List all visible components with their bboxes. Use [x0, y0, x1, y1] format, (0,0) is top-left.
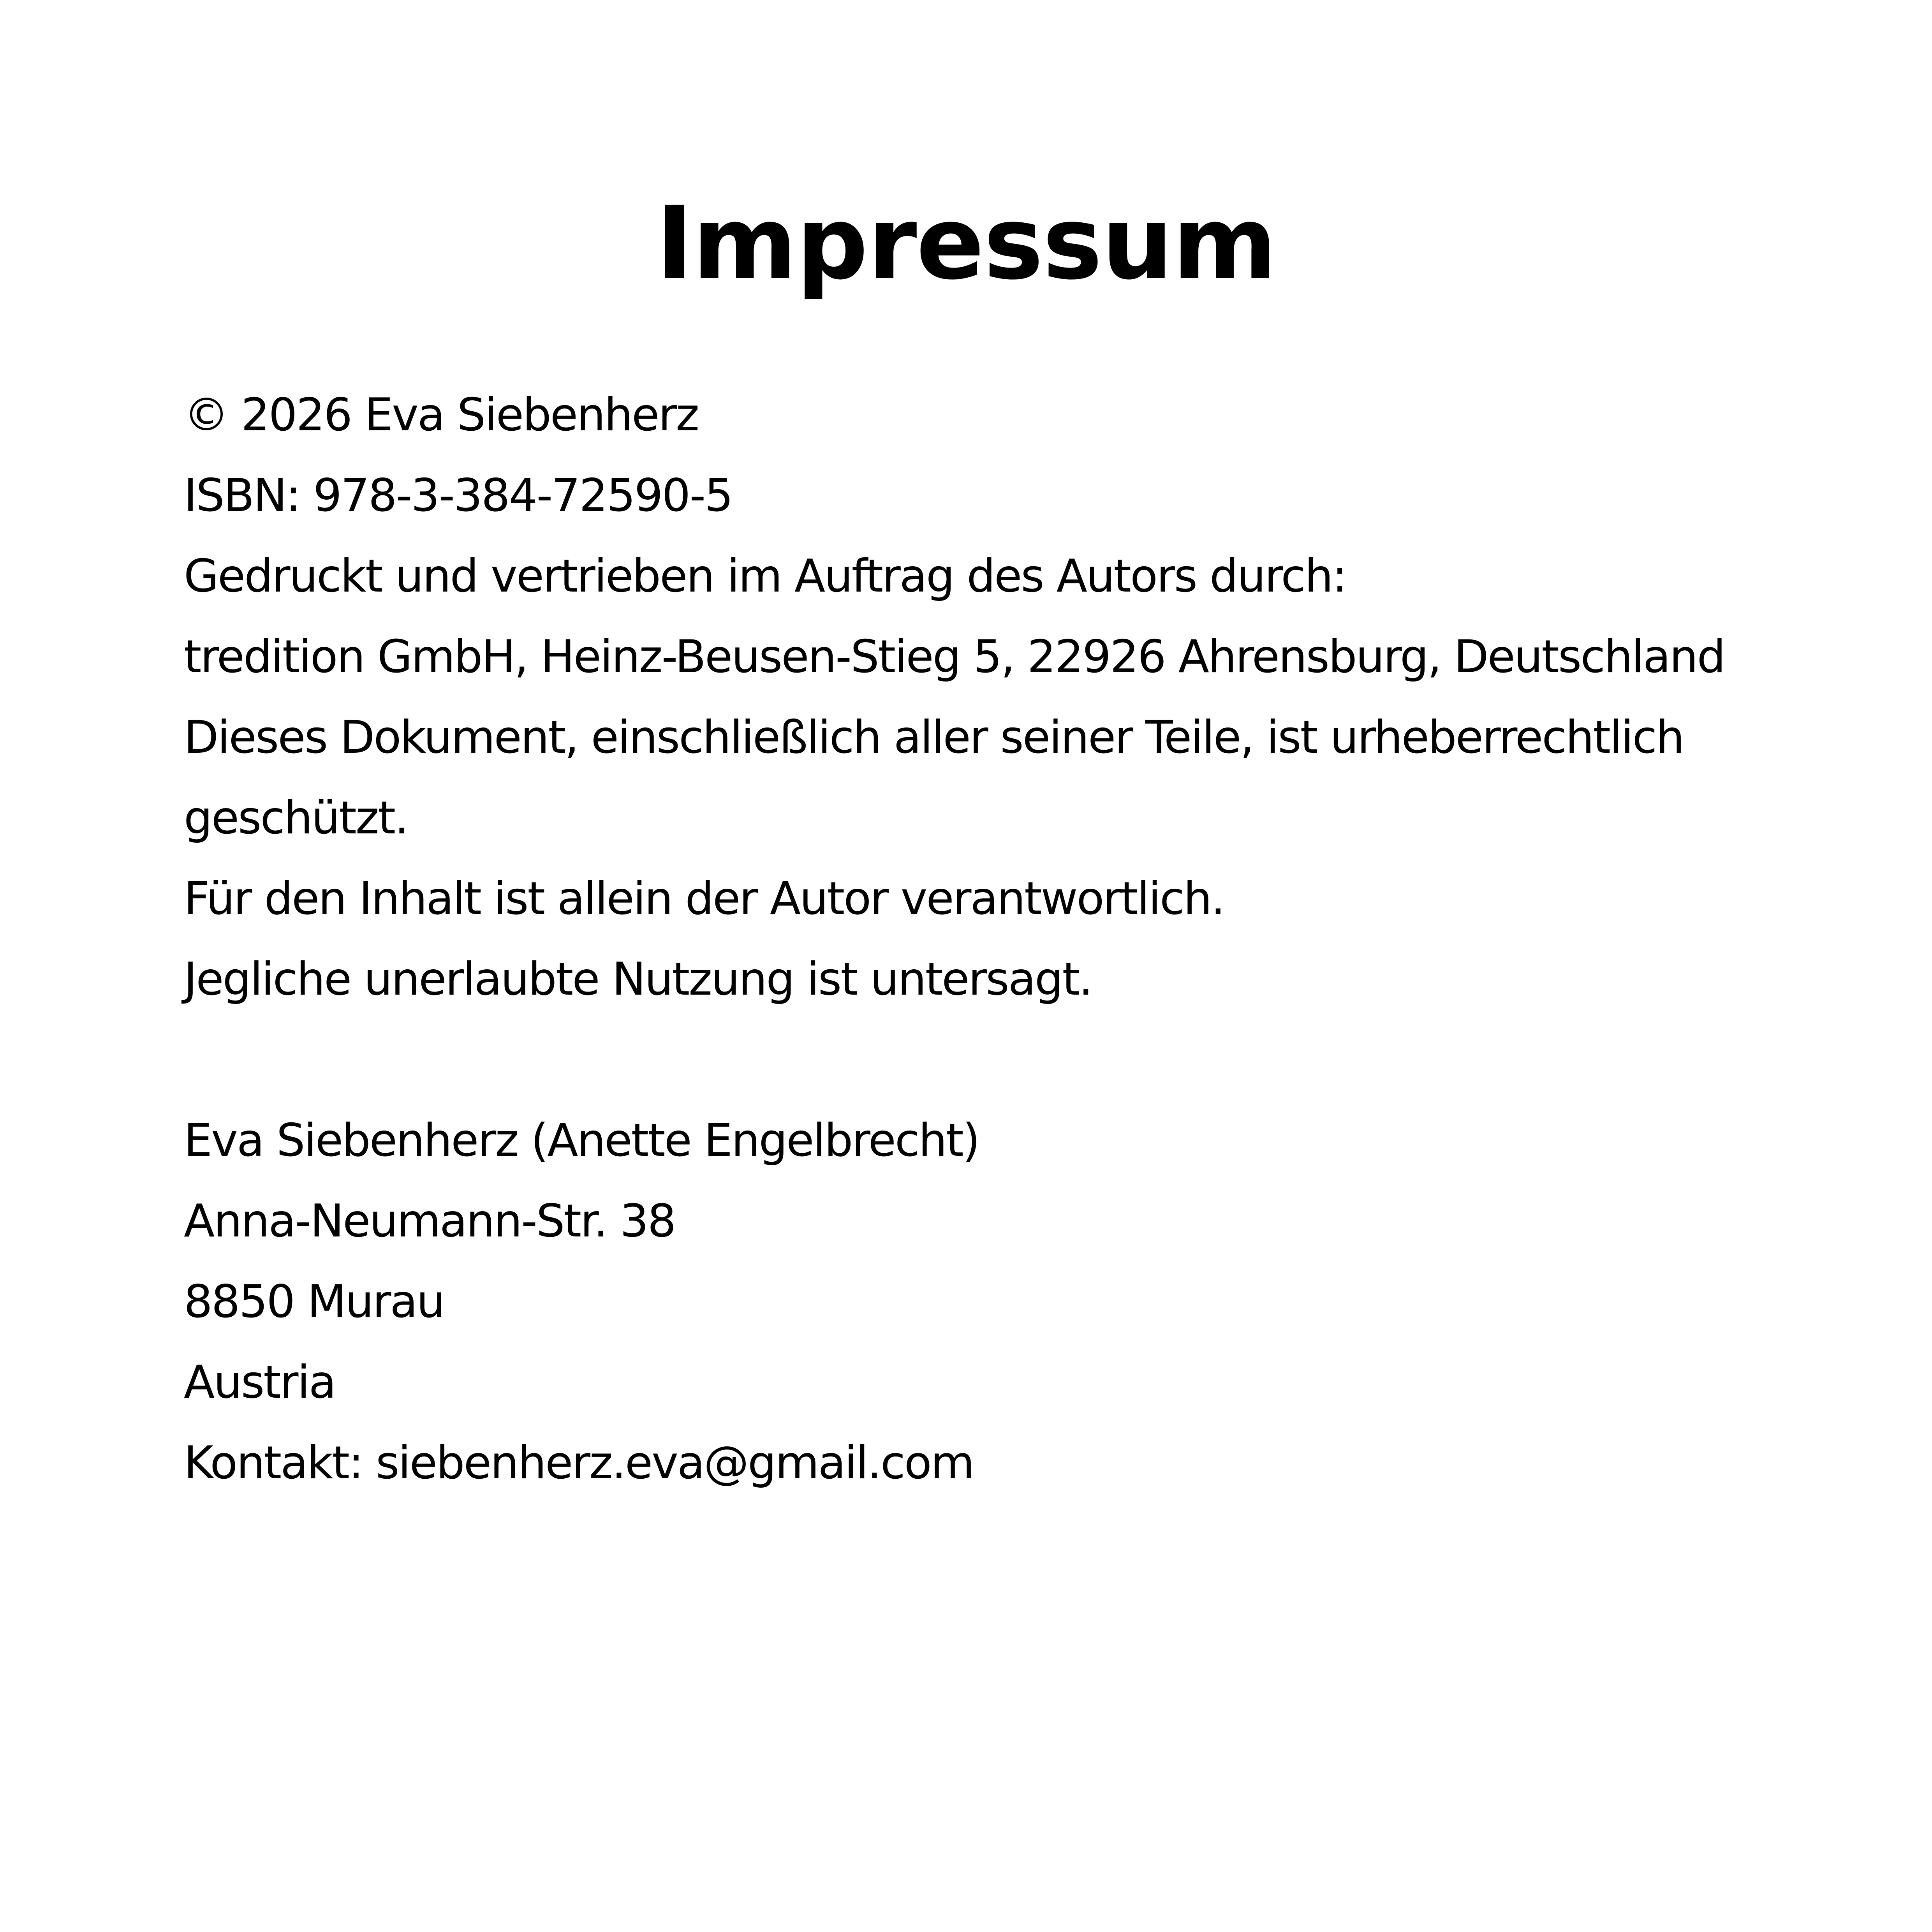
- author-country: Austria: [184, 1356, 335, 1409]
- copyright-protection-line-continued: geschützt.: [184, 792, 408, 844]
- copyright-line: © 2026 Eva Siebenherz: [184, 389, 699, 441]
- author-street: Anna-Neumann-Str. 38: [184, 1195, 675, 1247]
- isbn-line: ISBN: 978-3-384-72590-5: [184, 469, 733, 522]
- author-name: Eva Siebenherz (Anette Engelbrecht): [184, 1114, 979, 1167]
- author-contact: Kontakt: siebenherz.eva@gmail.com: [184, 1437, 974, 1489]
- publisher-address-line: tredition GmbH, Heinz-Beusen-Stieg 5, 22926 Ahrensburg, Deutschland: [184, 630, 1725, 683]
- author-city: 8850 Murau: [184, 1275, 444, 1328]
- printed-by-line: Gedruckt und vertrieben im Auftrag des Autors durch:: [184, 550, 1346, 602]
- prohibition-line: Jegliche unerlaubte Nutzung ist untersagt.: [184, 953, 1092, 1006]
- page-title: Impressum: [655, 185, 1277, 302]
- copyright-protection-line: Dieses Dokument, einschließlich aller seiner Teile, ist urheberrechtlich: [184, 711, 1684, 764]
- impressum-body: [184, 375, 1781, 1503]
- section-spacer: [184, 1020, 1781, 1100]
- responsibility-line: Für den Inhalt ist allein der Autor verantwortlich.: [184, 872, 1224, 925]
